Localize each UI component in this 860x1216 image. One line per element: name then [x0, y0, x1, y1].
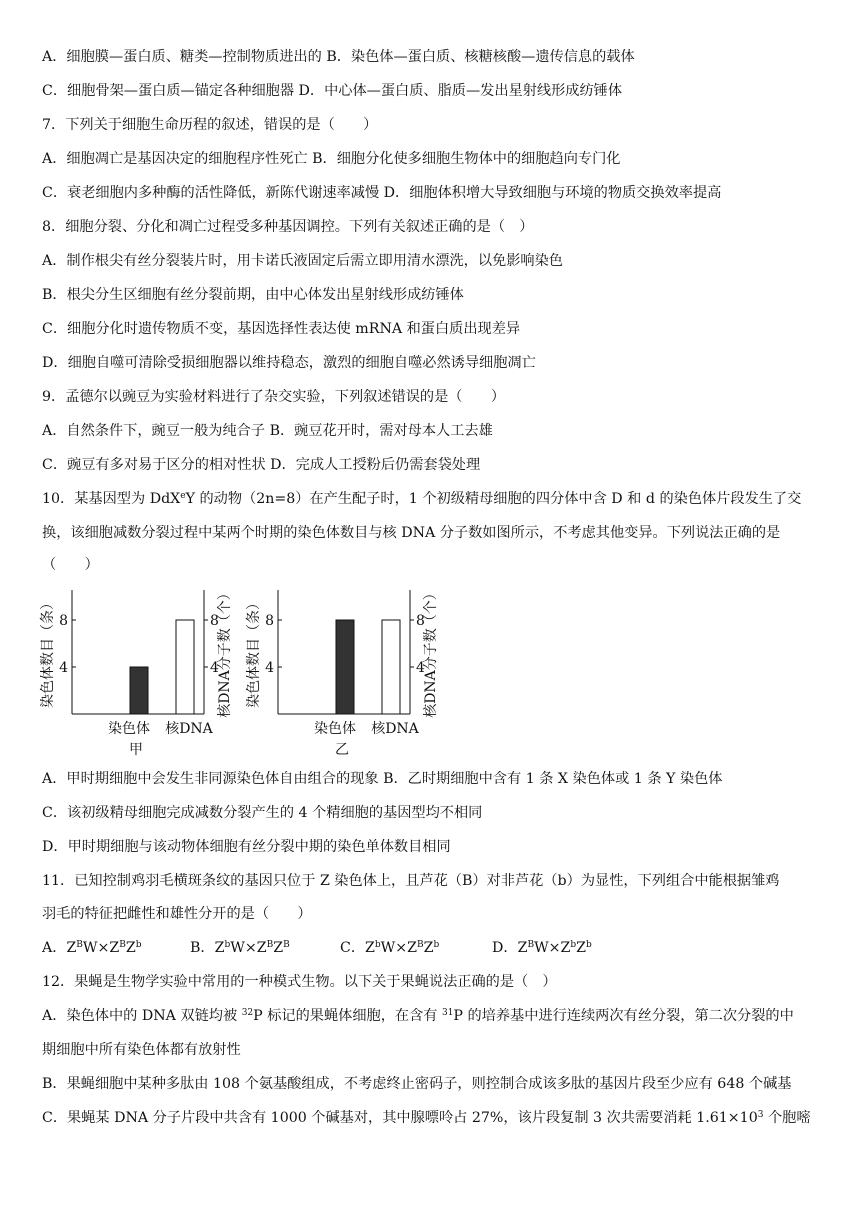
- q6-option-cd: C．细胞骨架—蛋白质—锚定各种细胞器 D．中心体—蛋白质、脂质—发出星射线形成纺锤体: [42, 83, 623, 99]
- q11-option-d: D．$Z^BW\times Z^bZ^b$: [492, 940, 592, 956]
- y-axis-label: 染色体数目（条）: [40, 596, 56, 708]
- y-axis-label: 染色体数目（条）: [246, 596, 262, 708]
- tick-label-right: 8: [210, 613, 219, 629]
- chart-jia: [39, 586, 233, 758]
- bar-chromosome: [336, 620, 354, 714]
- chart-title: 甲: [129, 742, 143, 758]
- q8-stem: 8．细胞分裂、分化和凋亡过程受多种基因调控。下列有关叙述正确的是（ ）: [42, 219, 534, 235]
- q11-option-a: A．$Z^BW\times Z^BZ^b$: [42, 940, 142, 956]
- q7-stem: 7．下列关于细胞生命历程的叙述，错误的是（ ）: [42, 117, 378, 133]
- q6-option-ab: A．细胞膜—蛋白质、糖类—控制物质进出的 B．染色体—蛋白质、核糖核酸—遗传信息的载体: [42, 49, 635, 65]
- category-label: 核DNA: [371, 721, 419, 737]
- tick-label-right: 4: [210, 660, 219, 676]
- q12-option-c: C．果蝇某 DNA 分子片段中共含有 1000 个碱基对，其中腺嘌呤占 27%，该片段复制 3 次共需要消耗 $1.61\times 10^3$ 个胞嘧: [42, 1110, 811, 1126]
- q12-stem: 12．果蝇是生物学实验中常用的一种模式生物。以下关于果蝇说法正确的是（ ）: [42, 974, 557, 990]
- q10-option-ab: A．甲时期细胞中会发生非同源染色体自由组合的现象 B．乙时期细胞中含有 1 条 X 染色体或 1 条 Y 染色体: [42, 771, 723, 787]
- q10-stem-line1: 10．某基因型为 DdX$^e$Y 的动物（2n=8）在产生配子时，1 个初级精母细胞的四分体中含 D 和 d 的染色体片段发生了交: [42, 491, 802, 507]
- q8-option-a: A．制作根尖有丝分裂装片时，用卡诺氏液固定后需立即用清水漂洗，以免影响染色: [42, 253, 563, 269]
- q10-option-c: C．该初级精母细胞完成减数分裂产生的 4 个精细胞的基因型均不相同: [42, 805, 483, 821]
- tick-label-left: 8: [59, 613, 68, 629]
- q9-option-ab: A．自然条件下，豌豆一般为纯合子 B．豌豆花开时，需对母本人工去雄: [42, 423, 493, 439]
- q10-option-d: D．甲时期细胞与该动物体细胞有丝分裂中期的染色单体数目相同: [42, 839, 451, 855]
- tick-label-right: 8: [416, 613, 425, 629]
- q8-option-c: C．细胞分化时遗传物质不变，基因选择性表达使 mRNA 和蛋白质出现差异: [42, 321, 521, 337]
- q11-stem-line2: 羽毛的特征把雌性和雄性分开的是（ ）: [42, 906, 312, 922]
- q12-option-b: B．果蝇细胞中某种多肽由 108 个氨基酸组成，不考虑终止密码子，则控制合成该多肽的基因片段至少应有 648 个碱基: [42, 1076, 792, 1092]
- chart-yi: [245, 586, 439, 758]
- category-label: 核DNA: [165, 721, 213, 737]
- q11-option-b: B．$Z^bW\times Z^BZ^B$: [190, 940, 290, 956]
- tick-label-right: 4: [416, 660, 425, 676]
- q11-stem-line1: 11．已知控制鸡羽毛横斑条纹的基因只位于 Z 染色体上，且芦花（B）对非芦花（b）为显性，下列组合中能根据雏鸡: [42, 873, 780, 889]
- chart-title: 乙: [335, 742, 349, 758]
- q12-option-a-line1: A．染色体中的 DNA 双链均被 $^{32}$P 标记的果蝇体细胞，在含有 $^{31}$P 的培养基中进行连续两次有丝分裂，第二次分裂的中: [42, 1008, 794, 1024]
- q9-option-cd: C．豌豆有多对易于区分的相对性状 D．完成人工授粉后仍需套袋处理: [42, 457, 481, 473]
- y2-axis-label: 核DNA分子数（个）: [217, 586, 233, 718]
- q10-stem-line2: 换，该细胞减数分裂过程中某两个时期的染色体数目与核 DNA 分子数如图所示，不考虑其他变异。下列说法正确的是: [42, 525, 781, 541]
- q11-option-c: C．$Z^bW\times Z^BZ^b$: [340, 940, 440, 956]
- tick-label-left: 8: [265, 613, 274, 629]
- q10-stem-line3: （ ）: [42, 557, 99, 573]
- category-label: 染色体: [108, 721, 150, 737]
- q8-option-b: B．根尖分生区细胞有丝分裂前期，由中心体发出星射线形成纺锤体: [42, 287, 464, 303]
- bar-chromosome: [130, 667, 148, 714]
- q10-figure: [42, 586, 442, 776]
- bar-dna: [176, 620, 194, 714]
- category-label: 染色体: [314, 721, 356, 737]
- q7-option-cd: C．衰老细胞内多种酶的活性降低，新陈代谢速率减慢 D．细胞体积增大导致细胞与环境的物质交换效率提高: [42, 185, 722, 201]
- q8-option-d: D．细胞自噬可清除受损细胞器以维持稳态，激烈的细胞自噬必然诱导细胞凋亡: [42, 355, 536, 371]
- tick-label-left: 4: [265, 660, 274, 676]
- q7-option-ab: A．细胞凋亡是基因决定的细胞程序性死亡 B．细胞分化使多细胞生物体中的细胞趋向专门化: [42, 151, 621, 167]
- q9-stem: 9．孟德尔以豌豆为实验材料进行了杂交实验，下列叙述错误的是（ ）: [42, 389, 506, 405]
- y2-axis-label: 核DNA分子数（个）: [423, 586, 439, 718]
- q12-option-a-line2: 期细胞中所有染色体都有放射性: [42, 1042, 241, 1058]
- bar-dna: [382, 620, 400, 714]
- tick-label-left: 4: [59, 660, 68, 676]
